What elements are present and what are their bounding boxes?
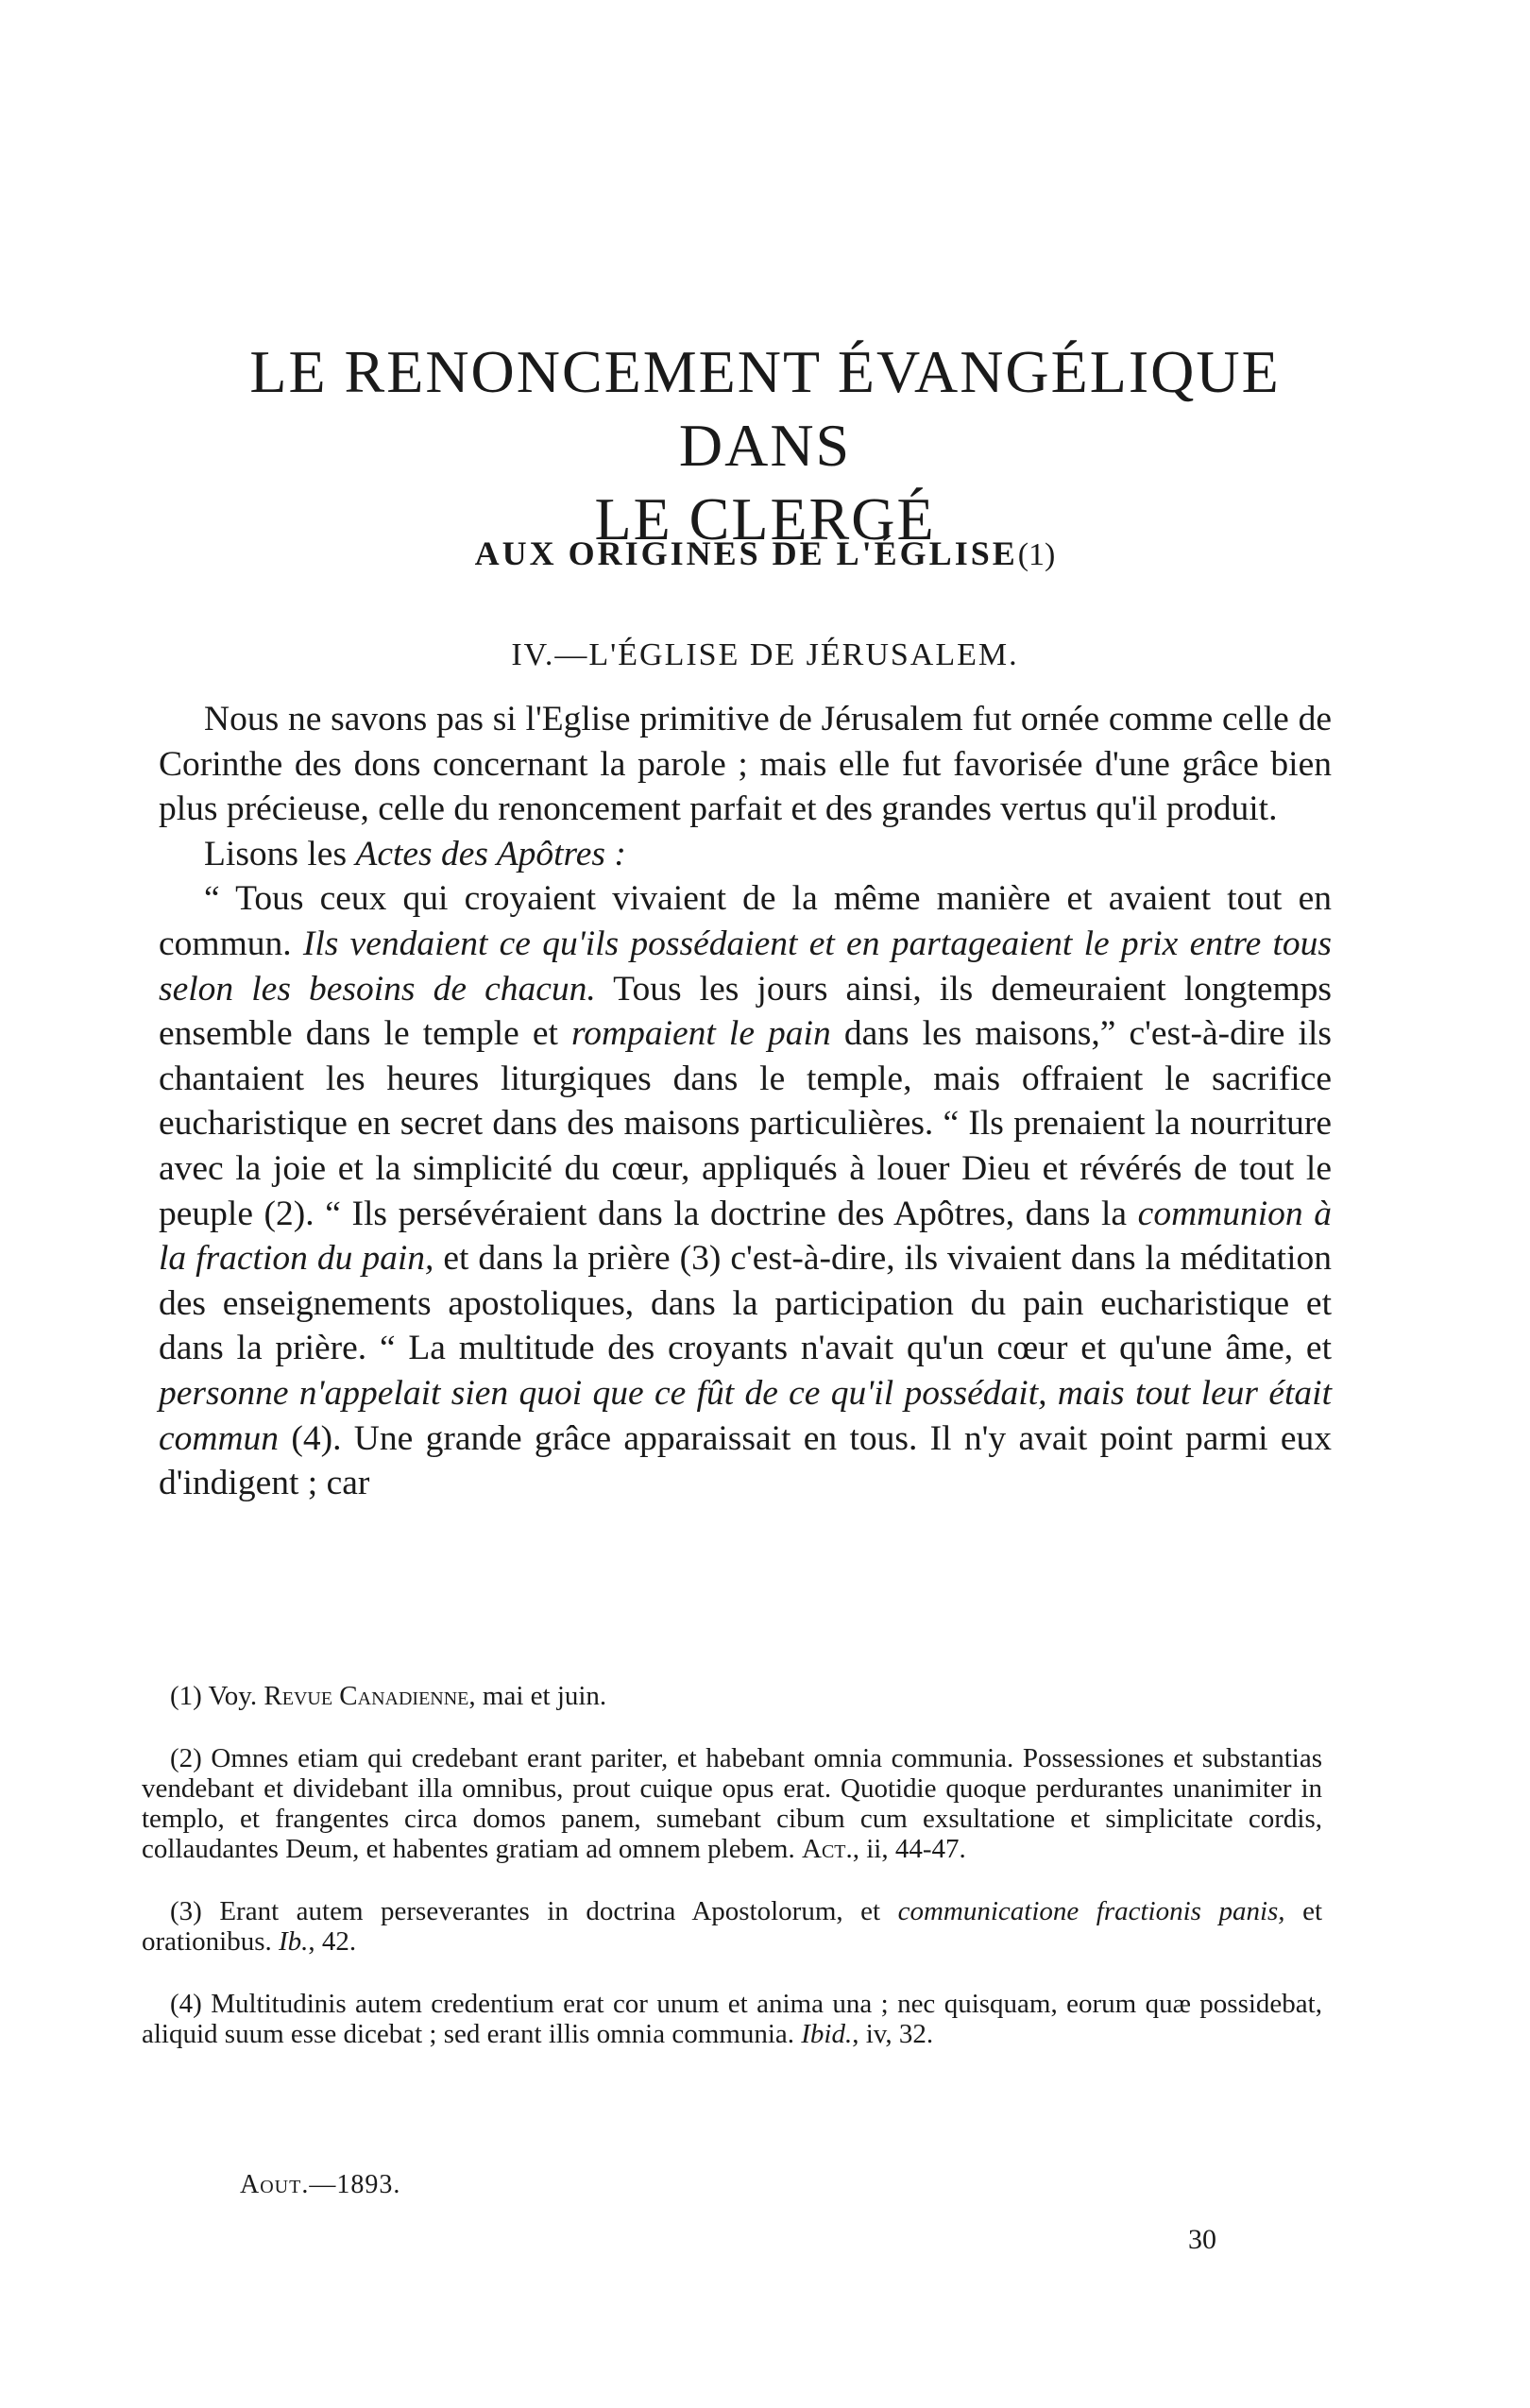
article-title-line2: LE CLERGÉ bbox=[594, 485, 936, 552]
footnote-2-ref-abbr: Act. bbox=[802, 1834, 853, 1864]
subtitle-text: AUX ORIGINES DE L'ÉGLISE bbox=[474, 534, 1018, 572]
footnote-4-ref: , iv, 32. bbox=[852, 2019, 934, 2049]
footnote-2 bbox=[142, 1743, 1322, 1864]
footnote-3-ref-italic: Ib. bbox=[279, 1926, 309, 1957]
book-title: Actes des Apôtres : bbox=[355, 834, 626, 873]
paragraph-2-lead: Lisons les bbox=[204, 834, 356, 873]
footnote-4-text: Multitudinis autem credentium erat cor unum et anima una ; nec quisquam, eorum quæ possidebat, aliquid suum esse dicebat ; sed erant illis omnia communia. bbox=[142, 1989, 1322, 2049]
paragraph-1: Nous ne savons pas si l'Eglise primitive de Jérusalem fut ornée comme celle de Corinthe des dons concernant la parole ; mais elle fut favorisée d'une grâce bien plus précieuse, celle du renoncement parfait et des grandes vertus qu'il produit. bbox=[159, 700, 1332, 829]
quote-segment-1: “ Tous ceux qui croyaient vivaient de la même manière et avaient tout en commun. bbox=[159, 879, 1332, 963]
paragraph-2 bbox=[159, 832, 1332, 877]
footnote-2-ref: , ii, 44-47. bbox=[852, 1834, 966, 1864]
quote-italic-1: Ils vendaient ce qu'ils possédaient et en partageaient le prix entre tous selon les besoins de chacun. bbox=[159, 924, 1333, 1009]
footnote-1-post: , mai et juin. bbox=[468, 1681, 607, 1711]
quote-italic-3: communion à la fraction du pain, bbox=[159, 1194, 1332, 1279]
section-heading: IV.—L'ÉGLISE DE JÉRUSALEM. bbox=[511, 637, 1019, 672]
quote-italic-4: personne n'appelait sien quoi que ce fût de ce qu'il possédait, mais tout leur était commun bbox=[159, 1373, 1332, 1458]
footnote-3 bbox=[142, 1896, 1322, 1957]
footnote-1-pre: Voy. bbox=[201, 1681, 264, 1711]
quote-segment-2: Tous les jours ainsi, ils demeuraient longtemps ensemble dans le temple et bbox=[159, 969, 1332, 1054]
article-subtitle bbox=[170, 534, 1360, 573]
footnote-4-number: (4) bbox=[170, 1989, 202, 2019]
footnote-3-text2: et orationibus. bbox=[142, 1896, 1323, 1957]
quote-italic-2: rompaient le pain bbox=[571, 1014, 831, 1054]
footnote-1 bbox=[142, 1681, 1322, 1711]
footnote-3-italic: communicatione fractionis panis, bbox=[897, 1896, 1285, 1926]
footnotes bbox=[142, 1681, 1322, 2081]
issue-date: Aout.—1893. bbox=[240, 2170, 401, 2199]
article-body bbox=[159, 697, 1332, 1506]
footnote-1-number: (1) bbox=[170, 1681, 202, 1711]
footnote-3-text: Erant autem perseverantes in doctrina Apostolorum, et bbox=[201, 1896, 898, 1926]
footnote-3-number: (3) bbox=[170, 1896, 202, 1926]
footnote-2-text: Omnes etiam qui credebant erant pariter, et habebant omnia communia. Possessiones et substantias vendebant et dividebant illa omnibus, prout cuique opus erat. Quotidie quoque perdurantes unanimiter in templo, et frangentes circa domos panem, sumebant cibum cum exsultatione et simplicitate cordis, collaudantes Deum, et habentes gratiam ad omnem plebem. bbox=[142, 1743, 1322, 1864]
footnote-4 bbox=[142, 1989, 1322, 2049]
quote-segment-5: (4). Une grande grâce apparaissait en tous. Il n'y avait point parmi eux d'indigent ; car bbox=[159, 1418, 1332, 1503]
article-title-line1: LE RENONCEMENT ÉVANGÉLIQUE DANS bbox=[249, 338, 1281, 479]
footnote-2-number: (2) bbox=[170, 1743, 202, 1773]
quote-segment-4: et dans la prière (3) c'est-à-dire, ils vivaient dans la méditation des enseignements apostoliques, dans la participation du pain eucharistique et dans la prière. “ La multitude des croyants n'avait qu'un cœur et qu'une âme, et bbox=[159, 1239, 1332, 1368]
quote-segment-3: dans les maisons,” c'est-à-dire ils chantaient les heures liturgiques dans le temple, mais offraient le sacrifice eucharistique en secret dans des maisons particulières. “ Ils prenaient la nourriture avec la joie et la simplicité du cœur, appliqués à louer Dieu et révérés de tout le peuple (2). “ Ils persévéraient dans la doctrine des Apôtres, dans la bbox=[159, 1014, 1332, 1233]
paragraph-3 bbox=[159, 876, 1332, 1505]
article-title bbox=[170, 335, 1360, 556]
page-number: 30 bbox=[1188, 2224, 1216, 2255]
footnote-4-ref-italic: Ibid. bbox=[801, 2019, 853, 2049]
subtitle-footnote-ref: (1) bbox=[1017, 537, 1056, 572]
footnote-3-ref: , 42. bbox=[308, 1926, 357, 1957]
footnote-1-journal: Revue Canadienne bbox=[264, 1681, 469, 1711]
